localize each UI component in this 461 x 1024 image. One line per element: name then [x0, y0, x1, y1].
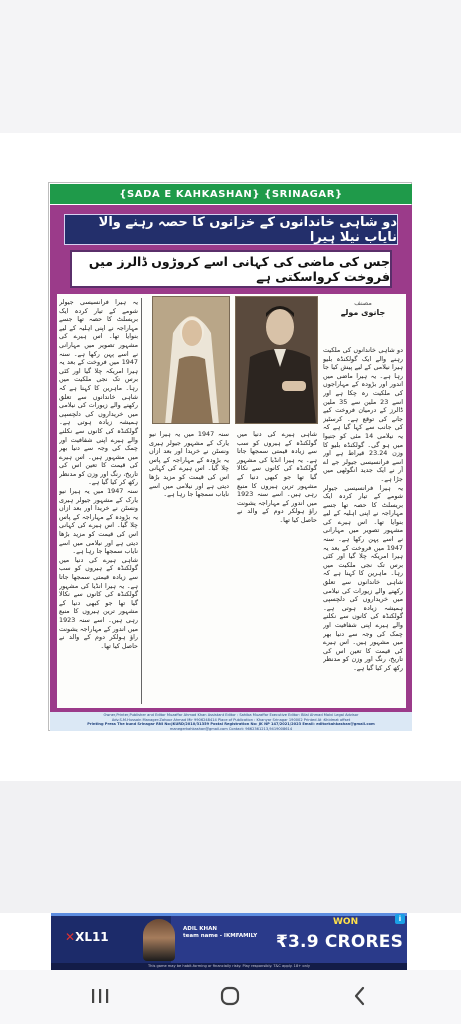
ad-disclaimer: This game may be habit-forming or financially risky. Play responsibly. T&C apply. 18+ only	[51, 963, 407, 970]
footer-line: Adv.S.M.Hussain Manager:Zahoor Ahmad Mir 9906248414 Place of Publication : Khanyar Srinagar 190002 Printed At :Khidmat offset	[111, 717, 351, 722]
headline-primary: دو شاہی خاندانوں کے خزانوں کا حصہ رہنے والا نایاب نیلا ہیرا	[64, 214, 398, 245]
home-icon	[219, 985, 241, 1007]
ad-prize-amount: ₹3.9 CRORES	[276, 932, 404, 952]
system-navigation-bar	[0, 970, 461, 1024]
back-chevron-icon	[352, 986, 368, 1006]
article-body	[57, 294, 406, 708]
imprint-footer	[50, 712, 412, 731]
photo-maharaja	[235, 296, 318, 424]
newspaper-page[interactable]	[48, 182, 412, 731]
column-text: دو شاہی خاندانوں کی ملکیت رہنے والے ایک گولکنڈہ بلیو ہیرا نیلامی کے لیے پیش کیا جا رہا ہے۔ یہ ہیرا ماضی میں اندور اور بڑودہ کے مہاراجوں کی ملکیت رہ چکا ہے اور اسے 23 ملین سے 35 ملین ڈالرز کے درمیان فروخت کیے جانے کی توقع ہے۔ کرسٹیز کی جانب سے کہا گیا ہے کہ یہ نیلامی 14 مئی کو جنیوا میں ہو گی۔ گولکنڈہ بلیو کا وزن 23.24 قیراط ہے اور اسے فرانسیسی جیولر جے اے آر نے ایک جدید انگوٹھی میں جڑا ہے۔	[323, 346, 403, 483]
article-column-left	[59, 298, 142, 704]
column-text-extra: شاہی ہیرے کی دنیا میں گولکنڈہ کے ہیروں کو سب سے زیادہ قیمتی سمجھا جاتا ہے۔ یہ ہیرا انڈیا کی مشہور گولکنڈہ کی کانوں سے نکالا گیا تھا جو کبھی دنیا کے مشہور ترین ہیروں کا منبع رہی ہیں۔ اسے سنہ 1923 میں اندور کے مہاراجہ یشونت راؤ ہولکر دوم کے والد نے حاصل کیا تھا۔	[59, 555, 138, 650]
footer-line: Printing Press The bund Srinagar RNI No:JKURD/2010/31359 Postal Registration No: JK NP 147/2021/2023 Email: editorkahkashan@gmail.com	[87, 722, 375, 726]
recent-apps-icon	[90, 987, 110, 1005]
column-text-continued: یہ ہیرا فرانسیسی جیولر شومے کے تیار کردہ ایک بریسلٹ کا حصہ تھا جسے مہاراجہ نے اپنی اہلیہ کے لیے بنوایا تھا۔ اس ہیرے کی مشہور تصویر میں مہارانی نے اسے پہن رکھا ہے۔ سنہ 1947 میں فروخت کے بعد یہ ہیرا امریکہ چلا گیا اور کئی برس تک نجی ملکیت میں رہا۔ ماہرین کا کہنا ہے کہ شاہی خاندانوں سے تعلق رکھنے والے زیورات کی نیلامی میں خریداروں کی دلچسپی ہمیشہ زیادہ ہوتی ہے۔ گولکنڈہ کی کانوں سے نکلنے والے ہیرے اپنی شفافیت اور چمک کی وجہ سے دنیا بھر میں مشہور ہیں۔ اس ہیرے کی قیمت کا تعین اس کی تاریخ، رنگ اور وزن کو مدنظر رکھ کر کیا گیا ہے۔	[323, 483, 403, 672]
masthead: {SADA E KAHKASHAN} {SRINAGAR}	[50, 184, 412, 204]
ad-info-icon[interactable]: i	[395, 914, 405, 924]
headline-secondary: جس کی ماضی کی کہانی اسے کروڑوں ڈالرز میں فروخت کرواسکتی ہے	[70, 250, 392, 288]
ad-banner[interactable]	[51, 913, 407, 970]
home-button[interactable]	[210, 980, 250, 1012]
column-text: یہ ہیرا فرانسیسی جیولر شومے کے تیار کردہ ایک بریسلٹ کا حصہ تھا جسے مہاراجہ نے اپنی اہلیہ کے لیے بنوایا تھا۔ اس ہیرے کی مشہور تصویر میں مہارانی نے اسے پہن رکھا ہے۔ سنہ 1947 میں فروخت کے بعد یہ ہیرا امریکہ چلا گیا اور کئی برس تک نجی ملکیت میں رہا۔ ماہرین کا کہنا ہے کہ شاہی خاندانوں سے تعلق رکھنے والے زیورات کی نیلامی میں خریداروں کی دلچسپی ہمیشہ زیادہ ہوتی ہے۔ گولکنڈہ کی کانوں سے نکلنے والے ہیرے اپنی شفافیت اور چمک کی وجہ سے دنیا بھر میں مشہور ہیں۔ اس ہیرے کی قیمت کا تعین اس کی تاریخ، رنگ اور وزن کو مدنظر رکھ کر کیا گیا ہے۔	[59, 298, 138, 487]
ambassador-avatar	[143, 919, 175, 961]
column-text-b: سنہ 1947 میں یہ ہیرا نیو یارک کے مشہور جیولر ہیری ونسٹن نے خریدا اور بعد ازاں یہ بڑودہ کے مہاراجہ کے پاس چلا گیا۔ اس ہیرے کی کہانی اس کی قیمت کو مزید بڑھا دیتی ہے اور نیلامی میں اسے نایاب سمجھا جا رہا ہے۔	[149, 430, 229, 499]
ad-logo	[65, 930, 109, 944]
top-status-area	[0, 0, 461, 133]
ad-won-label: WON	[333, 917, 359, 927]
ambassador-name: ADIL KHAN	[183, 926, 218, 932]
brand-x-icon: ✕	[65, 930, 76, 944]
article-column-middle	[149, 430, 317, 704]
byline-label: مصنف	[354, 299, 372, 307]
column-text-a: شاہی ہیرے کی دنیا میں گولکنڈہ کے ہیروں کو سب سے زیادہ قیمتی سمجھا جاتا ہے۔ یہ ہیرا انڈیا کی مشہور گولکنڈہ کی کانوں سے نکالا گیا تھا جو کبھی دنیا کے مشہور ترین ہیروں کا منبع رہی ہیں۔ اسے سنہ 1923 میں اندور کے مہاراجہ یشونت راؤ ہولکر دوم کے والد نے حاصل کیا تھا۔	[237, 430, 317, 524]
footer-line: Owner,Printer,Publisher and Editor Muzaffar Ahmad Khan Assistant Editor : Sahiba Muzaffar Executive Editor: Bilal Ahmad Molvi Legal Advisor	[103, 713, 359, 717]
back-button[interactable]	[340, 980, 380, 1012]
photo-maharani	[152, 296, 230, 424]
byline	[323, 298, 403, 342]
portrait-woman-icon	[153, 297, 230, 424]
recent-apps-button[interactable]	[80, 980, 120, 1012]
ambassador-info	[183, 926, 257, 940]
viewer-lower-area	[0, 781, 461, 913]
ambassador-title: team name - IKMFAMILY	[183, 933, 258, 939]
article-column-right	[323, 346, 403, 704]
footer-line: manegerkahkashan@gmail.com Contact: 9662361213,9419008614	[169, 726, 293, 731]
ad-brand: XL11	[75, 930, 109, 944]
column-text-continued: سنہ 1947 میں یہ ہیرا نیو یارک کے مشہور جیولر ہیری ونسٹن نے خریدا اور بعد ازاں یہ بڑودہ کے مہاراجہ کے پاس چلا گیا۔ اس ہیرے کی کہانی اس کی قیمت کو مزید بڑھا دیتی ہے اور نیلامی میں اسے نایاب سمجھا جا رہا ہے۔	[59, 487, 138, 556]
portrait-man-icon	[236, 297, 318, 424]
article-frame	[50, 205, 412, 712]
byline-name: جانوی مولے	[340, 308, 386, 317]
